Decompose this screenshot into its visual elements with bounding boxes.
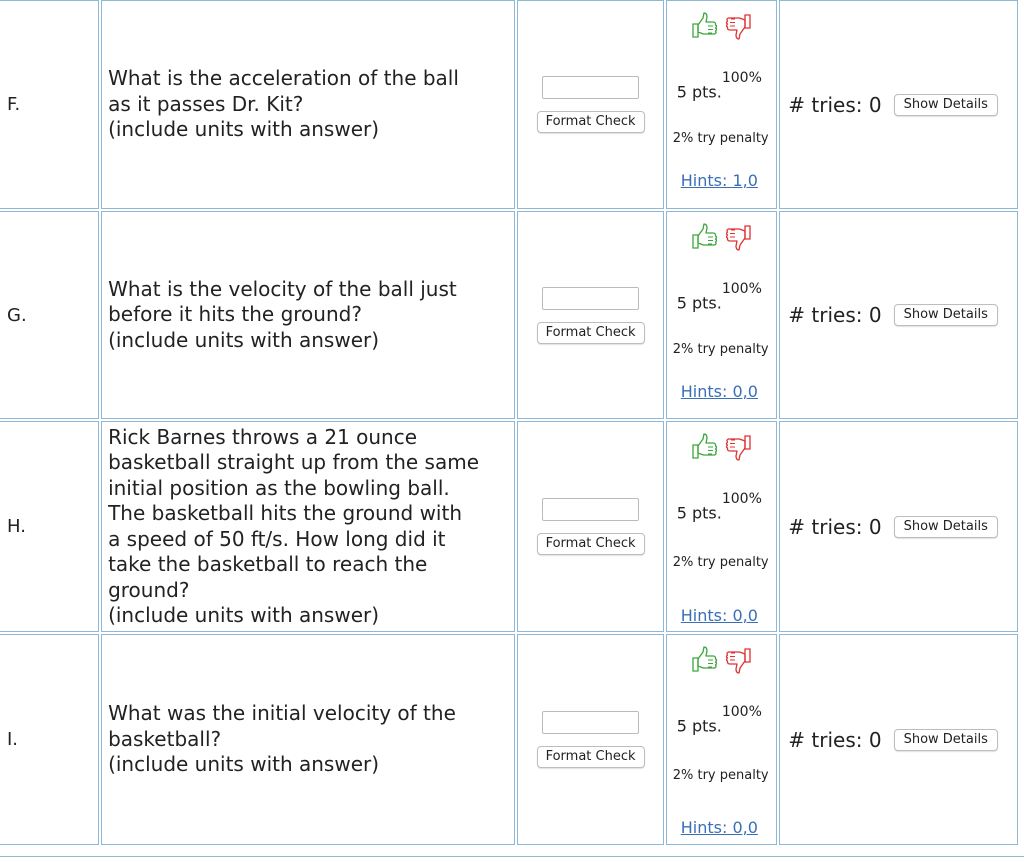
points-cell	[666, 211, 778, 419]
question-line: basketball straight up from the same	[108, 450, 480, 474]
points-value	[676, 704, 762, 736]
answer-input[interactable]	[542, 287, 639, 310]
try-penalty: 2% try penalty	[672, 342, 769, 357]
hints-link[interactable]: Hints: 0,0	[680, 606, 758, 625]
rating-icons	[667, 432, 777, 462]
points-text: 5 pts.	[676, 716, 722, 736]
question-line: initial position as the bowling ball.	[108, 475, 450, 500]
show-details-button[interactable]: Show Details	[894, 304, 998, 326]
format-check-button[interactable]: Format Check	[537, 533, 645, 555]
hints-link[interactable]: Hints: 0,0	[680, 818, 758, 837]
points-value	[676, 70, 762, 102]
question-text	[101, 634, 515, 845]
show-details-button[interactable]: Show Details	[894, 516, 998, 538]
hints-link[interactable]: Hints: 1,0	[680, 171, 758, 190]
points-cell	[666, 421, 778, 632]
try-penalty: 2% try penalty	[672, 768, 769, 783]
question-row	[0, 421, 1018, 632]
tries-count: # tries: 0	[788, 303, 882, 327]
question-row	[0, 211, 1018, 419]
thumbs-up-icon[interactable]	[689, 432, 724, 451]
thumbs-up-icon[interactable]	[689, 222, 724, 241]
show-details-button[interactable]: Show Details	[894, 729, 998, 751]
question-line: What was the initial velocity of the	[108, 701, 456, 726]
rating-icons	[667, 11, 777, 41]
tries-count: # tries: 0	[788, 727, 882, 752]
try-penalty: 2% try penalty	[672, 131, 769, 146]
question-text	[101, 211, 515, 419]
tries-cell	[779, 0, 1018, 209]
credit-percent: 100%	[721, 704, 762, 720]
try-penalty: 2% try penalty	[672, 555, 769, 570]
question-row	[0, 0, 1018, 209]
question-line: The basketball hits the ground with	[108, 501, 463, 525]
points-cell	[666, 0, 778, 209]
question-label: G.	[0, 211, 99, 419]
format-check-button[interactable]: Format Check	[537, 746, 645, 768]
points-text: 5 pts.	[676, 293, 722, 313]
answer-input[interactable]	[542, 711, 639, 734]
question-line: What is the velocity of the ball just	[108, 276, 457, 301]
tries-cell	[779, 211, 1018, 419]
rating-icons	[667, 645, 777, 675]
tries-count: # tries: 0	[788, 92, 882, 117]
question-line: (include units with answer)	[108, 117, 380, 142]
answer-cell	[517, 421, 663, 632]
question-line: before it hits the ground?	[108, 302, 362, 327]
question-line: (include units with answer)	[108, 327, 380, 352]
thumbs-up-icon[interactable]	[689, 645, 724, 664]
question-label: H.	[0, 421, 99, 632]
answer-input[interactable]	[542, 498, 639, 521]
question-label: I.	[0, 634, 99, 845]
answer-input[interactable]	[542, 76, 639, 99]
question-line: ground?	[108, 577, 190, 602]
tries-cell	[779, 421, 1018, 632]
format-check-button[interactable]: Format Check	[537, 111, 645, 133]
question-text	[101, 421, 515, 632]
thumbs-down-icon[interactable]	[724, 645, 754, 664]
points-text: 5 pts.	[676, 503, 722, 523]
question-text	[101, 0, 515, 209]
next-row-edge	[0, 856, 1024, 862]
thumbs-down-icon[interactable]	[724, 222, 754, 241]
credit-percent: 100%	[721, 491, 762, 507]
question-label: F.	[0, 0, 99, 209]
question-line: What is the acceleration of the ball	[108, 66, 459, 91]
question-line: as it passes Dr. Kit?	[108, 91, 304, 116]
question-line: (include units with answer)	[108, 603, 380, 627]
question-line: a speed of 50 ft/s. How long did it	[108, 526, 446, 551]
answer-cell	[517, 0, 663, 209]
rating-icons	[667, 222, 777, 252]
show-details-button[interactable]: Show Details	[894, 94, 998, 116]
points-text: 5 pts.	[676, 82, 722, 102]
points-value	[676, 491, 762, 523]
thumbs-down-icon[interactable]	[724, 432, 754, 451]
question-row	[0, 634, 1018, 845]
points-cell	[666, 634, 778, 845]
credit-percent: 100%	[721, 281, 762, 297]
points-value	[676, 281, 762, 313]
tries-count: # tries: 0	[788, 514, 882, 539]
answer-cell	[517, 211, 663, 419]
question-line: basketball?	[108, 726, 222, 751]
question-line: Rick Barnes throws a 21 ounce	[108, 424, 418, 449]
format-check-button[interactable]: Format Check	[537, 322, 645, 344]
hints-link[interactable]: Hints: 0,0	[680, 382, 758, 401]
credit-percent: 100%	[721, 70, 762, 86]
thumbs-down-icon[interactable]	[724, 11, 754, 30]
thumbs-up-icon[interactable]	[689, 11, 724, 30]
answer-cell	[517, 634, 663, 845]
question-line: take the basketball to reach the	[108, 552, 428, 576]
tries-cell	[779, 634, 1018, 845]
question-line: (include units with answer)	[108, 752, 380, 777]
